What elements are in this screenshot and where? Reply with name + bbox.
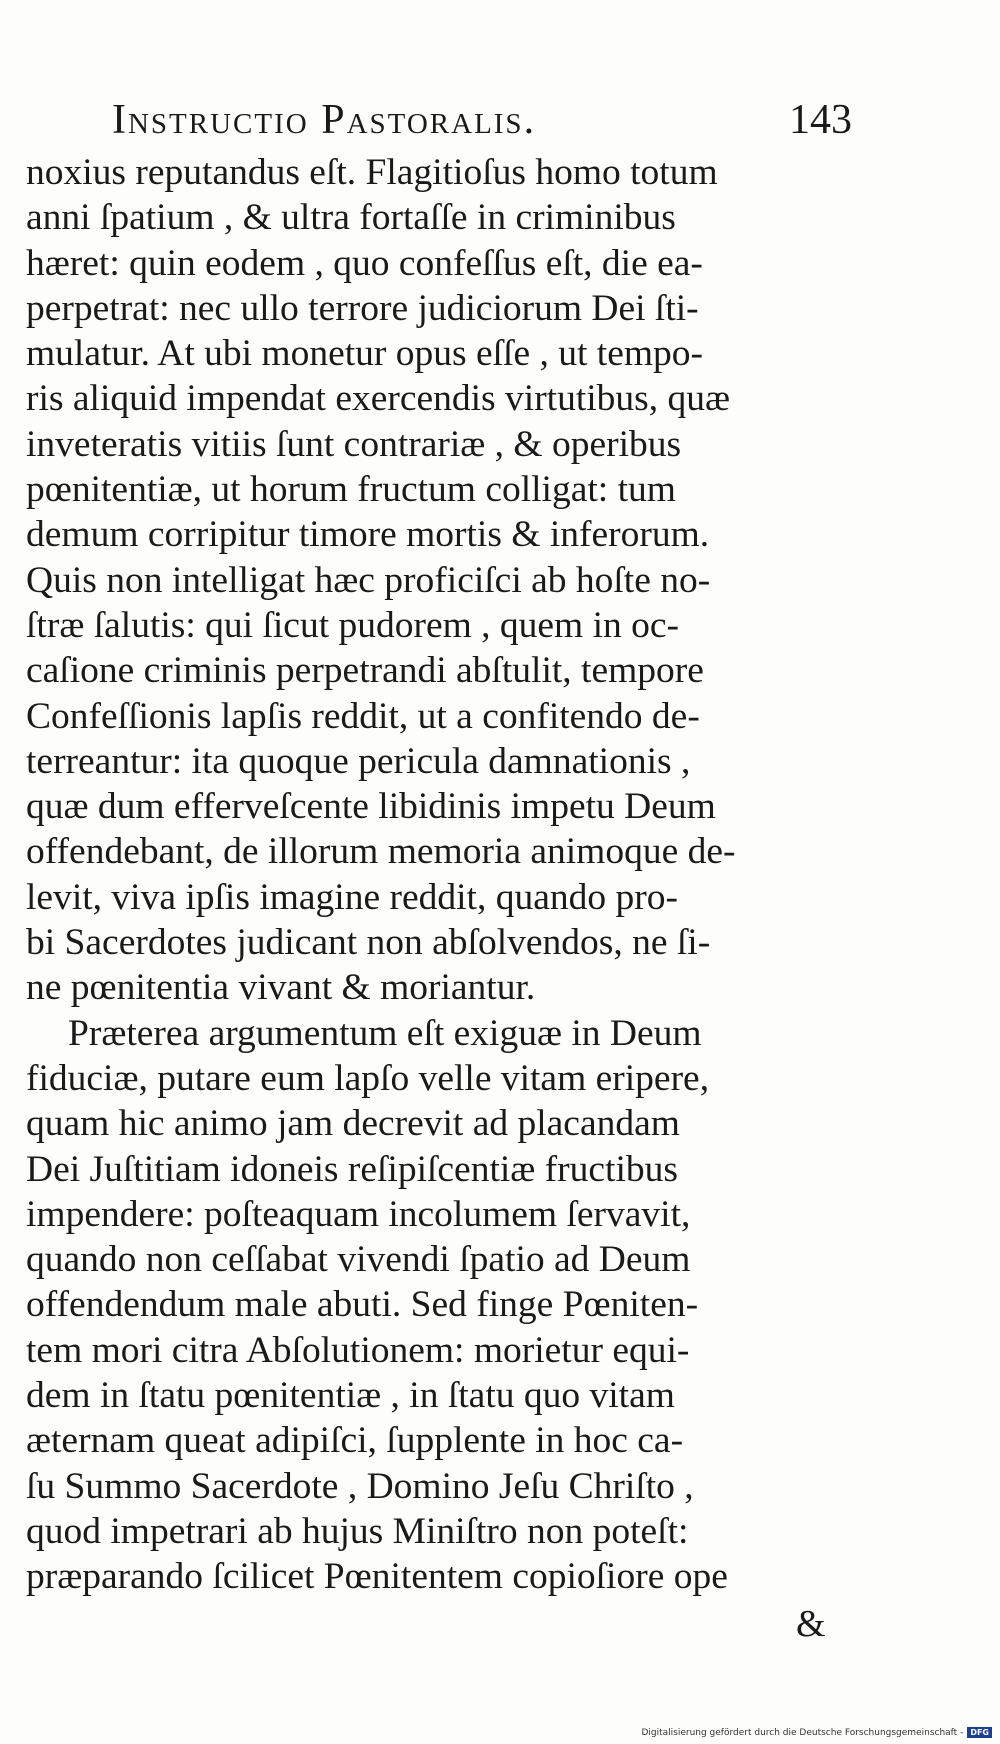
text-line: tem mori citra Abſolutionem: morietur equi- [26, 1329, 690, 1371]
text-line: hæret: quin eodem , quo confeſſus eſt, die ea- [26, 242, 703, 284]
text-line: Confeſſionis lapſis reddit, ut a confitendo de- [26, 695, 700, 737]
text-line: terreantur: ita quoque pericula damnationis , [26, 740, 691, 782]
text-line: ris aliquid impendat exercendis virtutibus, quæ [26, 378, 731, 420]
body-text [26, 150, 876, 1600]
text-line: Quis non intelligat hæc proficiſci ab hoſte no- [26, 559, 711, 601]
text-line: caſione criminis perpetrandi abſtulit, tempore [26, 650, 704, 692]
running-title: Instructio Pastoralis. [112, 97, 537, 143]
text-line: æternam queat adipiſci, ſupplente in hoc ca- [26, 1420, 684, 1462]
dfg-logo: DFG [967, 1727, 992, 1738]
paragraph-start-line: Præterea argumentum eſt exiguæ in Deum [68, 1012, 702, 1054]
text-line: demum corripitur timore mortis & inferorum. [26, 514, 710, 556]
text-line: offendendum male abuti. Sed finge Pœniten- [26, 1284, 699, 1326]
digitization-footer [641, 1727, 992, 1738]
catchword: & [796, 1603, 826, 1645]
text-line: bi Sacerdotes judicant non abſolvendos, ne ſi- [26, 922, 711, 964]
text-line: noxius reputandus eſt. Flagitioſus homo totum [26, 152, 718, 193]
text-line: quod impetrari ab hujus Miniſtro non poteſt: [26, 1510, 689, 1552]
text-line: ſu Summo Sacerdote , Domino Jeſu Chriſto , [26, 1465, 694, 1507]
text-line: levit, viva ipſis imagine reddit, quando pro- [26, 876, 678, 918]
text-line: mulatur. At ubi monetur opus eſſe , ut tempo- [26, 333, 703, 375]
text-line: quando non ceſſabat vivendi ſpatio ad Deum [26, 1239, 691, 1281]
text-line: fiduciæ, putare eum lapſo velle vitam eripere, [26, 1057, 710, 1099]
text-line: impendere: poſteaquam incolumem ſervavit, [26, 1193, 691, 1235]
text-line: ſtræ ſalutis: qui ſicut pudorem , quem in oc- [26, 604, 680, 646]
text-line: offendebant, de illorum memoria animoque de- [26, 831, 736, 873]
page-number: 143 [789, 97, 852, 143]
text-line: pœnitentiæ, ut horum fructum colligat: tum [26, 469, 676, 511]
text-line: quæ dum efferveſcente libidinis impetu Deum [26, 786, 716, 828]
text-line: perpetrat: nec ullo terrore judiciorum Dei ſti- [26, 287, 699, 329]
text-line: anni ſpatium , & ultra fortaſſe in criminibus [26, 197, 676, 239]
text-line: inveteratis vitiis ſunt contrariæ , & operibus [26, 423, 682, 465]
text-line: ne pœnitentia vivant & moriantur. [26, 967, 536, 1009]
text-line: quam hic animo jam decrevit ad placandam [26, 1103, 680, 1145]
text-line: Dei Juſtitiam idoneis reſipiſcentiæ fructibus [26, 1148, 678, 1190]
running-header [112, 96, 852, 144]
text-line: præparando ſcilicet Pœnitentem copioſiore ope [26, 1556, 728, 1598]
text-line: dem in ſtatu pœnitentiæ , in ſtatu quo vitam [26, 1375, 675, 1417]
digitization-note: Digitalisierung gefördert durch die Deutsche Forschungsgemeinschaft - [641, 1727, 964, 1738]
